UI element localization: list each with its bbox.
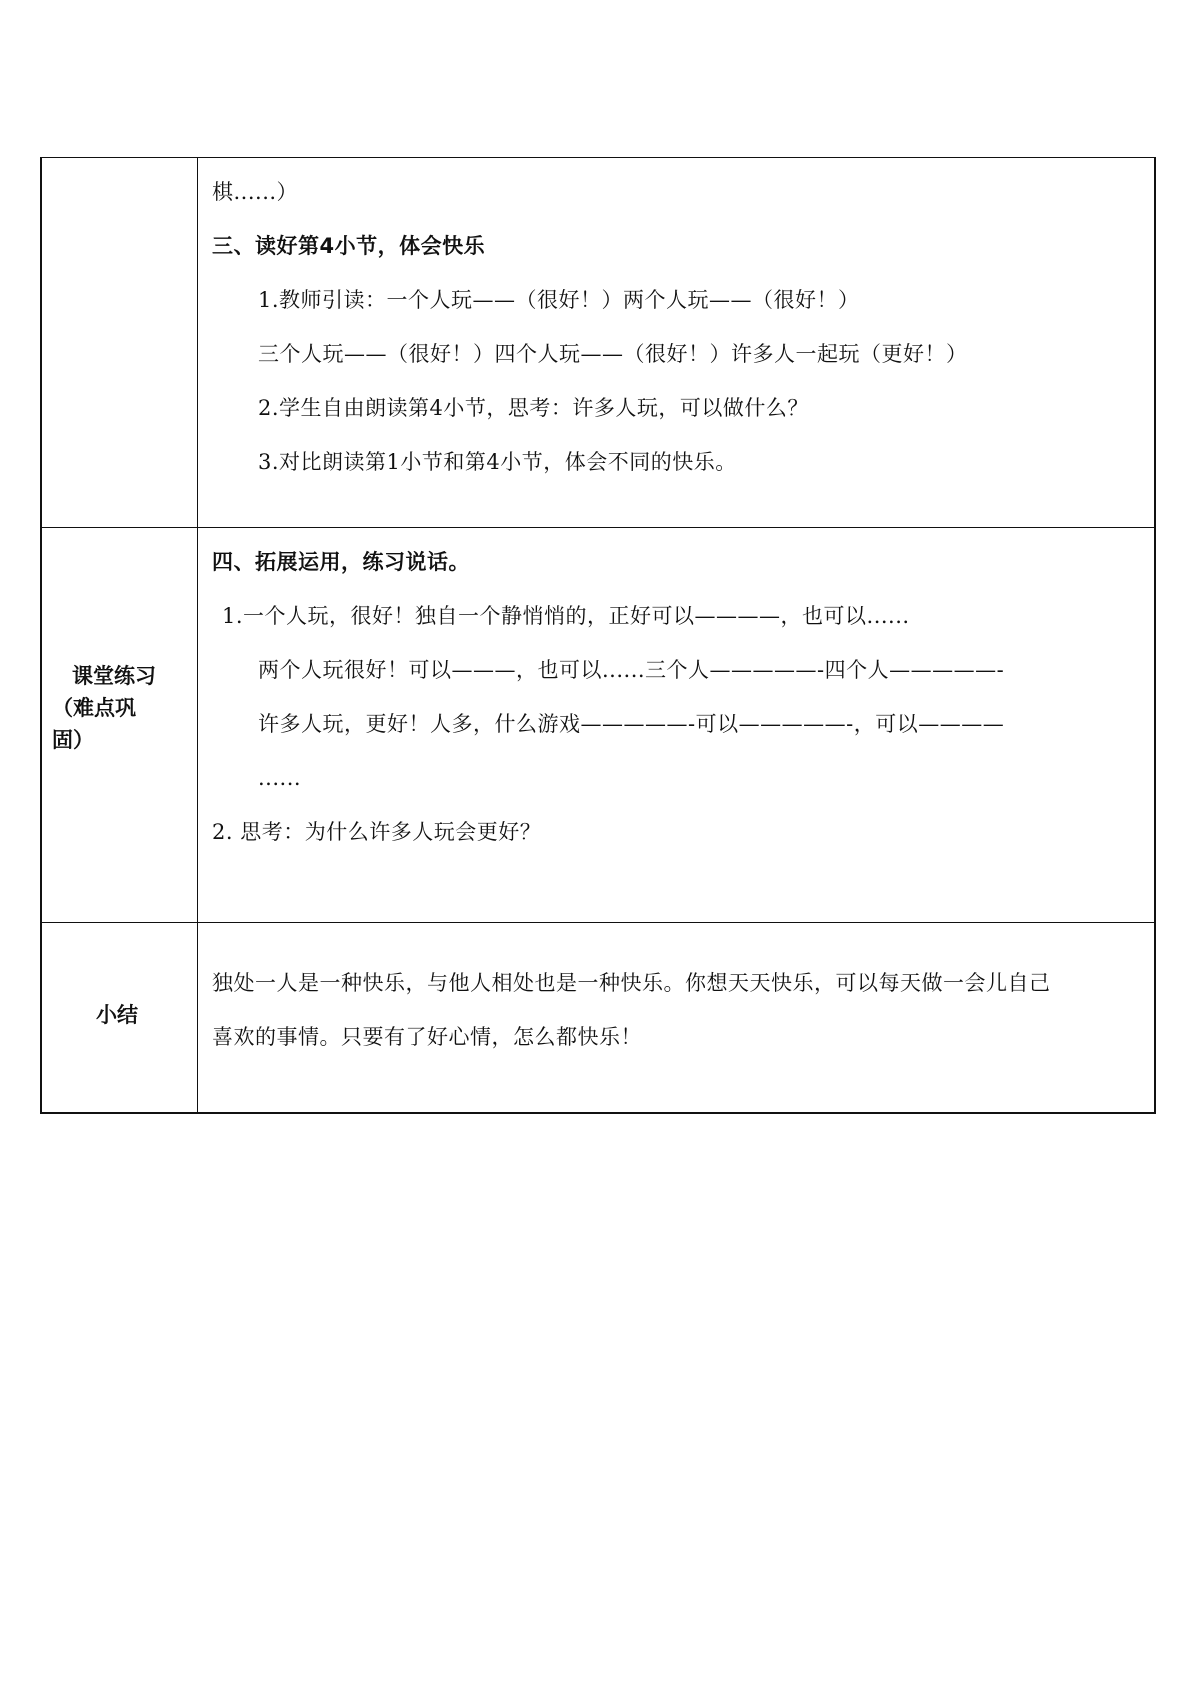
content-line: 独处一人是一种快乐，与他人相处也是一种快乐。你想天天快乐，可以每天做一会儿自己 [212,971,1051,995]
table-row-reading [41,158,1155,528]
row-content-cell-practice [198,528,1156,923]
section-heading: 四、拓展运用，练习说话。 [212,550,470,574]
row-label-line: 小结 [96,1003,138,1027]
table-row-summary [41,923,1155,1113]
content-line: ...... [258,766,302,790]
content-line: 喜欢的事情。只要有了好心情，怎么都快乐！ [212,1025,642,1049]
content-line: 三个人玩——（很好！）四个人玩——（很好！）许多人一起玩（更好！） [258,342,968,366]
content-line: 3.对比朗读第1小节和第4小节，体会不同的快乐。 [258,450,737,474]
content-line: 1.一个人玩，很好！独自一个静悄悄的，正好可以————，也可以...... [222,604,910,628]
content-line: 1.教师引读：一个人玩——（很好！）两个人玩——（很好！） [258,288,860,312]
row-label-line: （难点巩 [52,696,136,720]
content-line: 许多人玩，更好！人多，什么游戏—————-可以—————-，可以———— [258,712,1005,736]
content-line: 棋......） [212,180,299,204]
table-row-practice [41,528,1155,923]
content-line: 2.学生自由朗读第4小节，思考：许多人玩，可以做什么？ [258,396,809,420]
content-line: 2. 思考：为什么许多人玩会更好？ [212,820,542,844]
row-content-cell-summary [198,923,1156,1113]
lesson-plan-table [40,157,1156,1114]
content-line: 两个人玩很好！可以———，也可以......三个人—————-四个人—————- [258,658,1005,682]
row-content-cell-reading [198,158,1156,528]
row-label-cell-empty [41,158,198,528]
row-label-cell-practice [41,528,198,923]
row-label-cell-summary [41,923,198,1113]
row-label-line: 课堂练习 [72,664,156,688]
section-heading: 三、读好第4小节，体会快乐 [212,234,486,258]
row-label-line: 固） [52,728,94,752]
